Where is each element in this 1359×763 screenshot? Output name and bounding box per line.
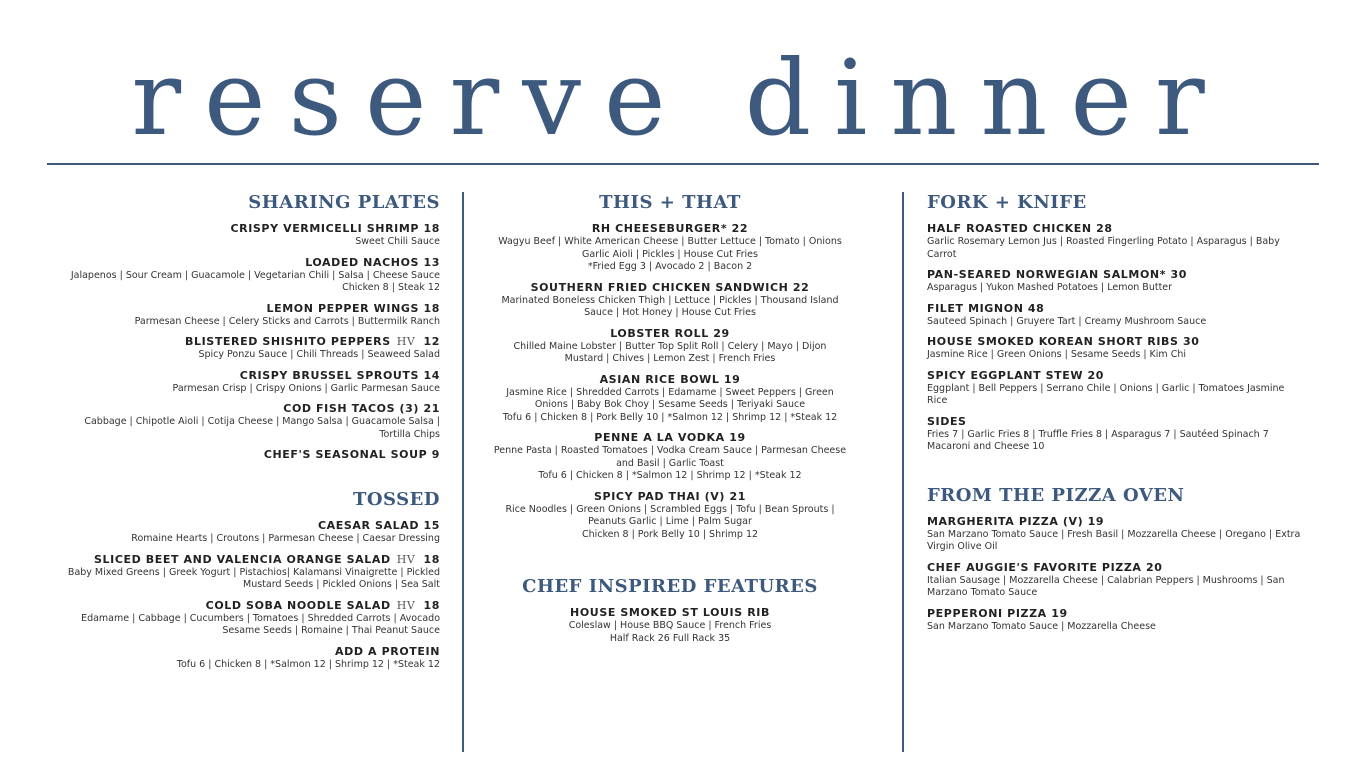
menu-item	[470, 281, 870, 319]
menu-item-description: Baby Mixed Greens | Greek Yogurt | Pistachios| Kalamansi Vinaigrette | Pickled	[67, 566, 440, 578]
menu-item-title: SOUTHERN FRIED CHICKEN SANDWICH 22	[530, 280, 810, 294]
menu-item-description: Asparagus | Yukon Mashed Potatoes | Lemon Butter	[927, 282, 1173, 293]
section-fork-knife	[927, 192, 1327, 453]
menu-item-description: San Marzano Tomato Sauce | Mozzarella Cheese	[927, 620, 1156, 632]
menu-item	[40, 369, 440, 395]
menu-item-description: Tofu 6 | Chicken 8 | *Salmon 12 | Shrimp 12 | *Steak 12	[538, 470, 802, 481]
section-this-that	[470, 192, 870, 540]
menu-item-name	[927, 415, 1327, 428]
middle-column	[470, 192, 870, 644]
menu-item-title: SPICY PAD THAI (V) 21	[594, 489, 746, 503]
menu-item-description: Romaine Hearts | Croutons | Parmesan Cheese | Caesar Dressing	[131, 533, 440, 544]
menu-item	[927, 222, 1327, 260]
menu-item-name	[40, 302, 440, 315]
menu-item-title: SLICED BEET AND VALENCIA ORANGE SALAD	[94, 552, 391, 566]
menu-item-description: Parmesan Cheese | Celery Sticks and Carrots | Buttermilk Ranch	[134, 315, 440, 327]
menu-item-title: HALF ROASTED CHICKEN 28	[927, 222, 1113, 235]
section-sharing-plates	[40, 192, 440, 461]
menu-item	[927, 335, 1327, 361]
menu-item	[470, 490, 870, 541]
section-heading: THIS + THAT	[599, 192, 741, 213]
menu-item-name	[927, 222, 1327, 235]
menu-item-name	[927, 268, 1327, 281]
menu-item-description: Virgin Olive Oil	[927, 541, 998, 552]
menu-item	[40, 519, 440, 545]
menu-title: reserve dinner	[131, 37, 1228, 159]
menu-item-name	[927, 515, 1327, 528]
column-divider-right	[902, 192, 904, 752]
menu-item-title: BLISTERED SHISHITO PEPPERS	[185, 335, 391, 348]
menu-item	[40, 448, 440, 461]
column-divider-left	[462, 192, 464, 752]
title-divider	[47, 163, 1319, 165]
menu-item-description: Garlic Rosemary Lemon Jus | Roasted Fingerling Potato | Asparagus | Baby	[927, 236, 1280, 247]
section-heading: FORK + KNIFE	[927, 192, 1087, 213]
menu-item-description: Tortilla Chips	[379, 428, 440, 440]
menu-item-description: Tofu 6 | Chicken 8 | Pork Belly 10 | *Salmon 12 | Shrimp 12 | *Steak 12	[502, 411, 838, 423]
menu-item-name	[470, 606, 870, 619]
menu-item-name	[40, 222, 440, 235]
section-chef-inspired	[470, 576, 870, 644]
menu-item-price: 18	[423, 598, 440, 612]
section-tossed	[40, 489, 440, 670]
healthy-veg-badge: HV	[396, 335, 416, 348]
menu-item-description: Eggplant | Bell Peppers | Serrano Chile | Onions | Garlic | Tomatoes Jasmine	[927, 382, 1285, 394]
menu-item-name	[470, 373, 870, 386]
menu-item-description: Fries 7 | Garlic Fries 8 | Truffle Fries 8 | Asparagus 7 | Sautéed Spinach 7	[927, 428, 1269, 440]
menu-item-name	[40, 335, 440, 348]
left-column	[40, 192, 440, 670]
menu-item-description: Parmesan Crisp | Crispy Onions | Garlic Parmesan Sauce	[172, 382, 440, 394]
menu-item	[927, 369, 1327, 407]
menu-item-name	[470, 490, 870, 503]
menu-item-title: FILET MIGNON 48	[927, 301, 1045, 315]
healthy-veg-badge: HV	[396, 552, 416, 566]
menu-item-description: Onions | Baby Bok Choy | Sesame Seeds | Teriyaki Sauce	[534, 399, 806, 410]
menu-item-price: 12	[423, 335, 440, 348]
menu-item-description: Sweet Chili Sauce	[355, 236, 440, 247]
menu-item-title: HOUSE SMOKED ST LOUIS RIB	[570, 606, 770, 619]
menu-item-description: Coleslaw | House BBQ Sauce | French Fries	[568, 620, 772, 631]
menu-item-description: Macaroni and Cheese 10	[927, 441, 1045, 452]
menu-item	[40, 402, 440, 440]
menu-item-description: Spicy Ponzu Sauce | Chili Threads | Seaweed Salad	[198, 349, 440, 360]
menu-item-name	[40, 553, 440, 566]
menu-item-title: COLD SOBA NOODLE SALAD	[205, 598, 391, 612]
menu-item-title: PENNE A LA VODKA 19	[594, 431, 746, 444]
menu-item-description: Wagyu Beef | White American Cheese | Butter Lettuce | Tomato | Onions	[498, 236, 842, 247]
menu-item-name	[927, 561, 1327, 574]
menu-item-description: Half Rack 26 Full Rack 35	[609, 632, 731, 644]
menu-item-title: MARGHERITA PIZZA (V) 19	[927, 514, 1105, 528]
menu-item-description: Tofu 6 | Chicken 8 | *Salmon 12 | Shrimp 12 | *Steak 12	[176, 658, 440, 670]
menu-item-title: COD FISH TACOS (3) 21	[283, 402, 440, 415]
menu-item	[40, 553, 440, 591]
menu-item-title: HOUSE SMOKED KOREAN SHORT RIBS 30	[927, 335, 1200, 348]
menu-item-description: Jalapenos | Sour Cream | Guacamole | Vegetarian Chili | Salsa | Cheese Sauce	[70, 269, 440, 281]
menu-item-title: CRISPY BRUSSEL SPROUTS 14	[239, 368, 440, 382]
menu-item-title: ASIAN RICE BOWL 19	[599, 372, 741, 386]
menu-item-title: LEMON PEPPER WINGS 18	[266, 301, 440, 315]
menu-item-description: Rice	[927, 395, 948, 406]
menu-item-name	[40, 402, 440, 415]
menu-item-name	[927, 302, 1327, 315]
menu-item-name	[40, 256, 440, 269]
right-column	[927, 192, 1327, 632]
menu-item-title: SPICY EGGPLANT STEW 20	[927, 368, 1105, 382]
menu-item-description: Sauteed Spinach | Gruyere Tart | Creamy Mushroom Sauce	[927, 315, 1207, 327]
menu-item-title: CHEF'S SEASONAL SOUP 9	[263, 448, 440, 461]
menu-item-name	[927, 369, 1327, 382]
menu-item-title: LOBSTER ROLL 29	[610, 326, 730, 340]
menu-item-description: Mustard | Chives | Lemon Zest | French Fries	[564, 353, 776, 364]
menu-item-name	[470, 222, 870, 235]
menu-item-description: Sauce | Hot Honey | House Cut Fries	[584, 307, 756, 318]
menu-item-description: Rice Noodles | Green Onions | Scrambled Eggs | Tofu | Bean Sprouts |	[505, 503, 835, 515]
menu-item-description: San Marzano Tomato Sauce | Fresh Basil | Mozzarella Cheese | Oregano | Extra	[927, 528, 1301, 540]
menu-item	[927, 302, 1327, 328]
section-heading: SHARING PLATES	[248, 192, 440, 213]
menu-item	[927, 415, 1327, 453]
menu-item	[927, 607, 1327, 633]
menu-item-name	[40, 448, 440, 461]
menu-item-title: CRISPY VERMICELLI SHRIMP 18	[230, 222, 440, 235]
section-heading: TOSSED	[352, 489, 440, 510]
menu-item-title: LOADED NACHOS 13	[305, 255, 440, 269]
menu-item-description: Carrot	[927, 248, 957, 260]
menu-item-description: Chicken 8 | Steak 12	[342, 282, 440, 293]
menu-item-title: PAN-SEARED NORWEGIAN SALMON* 30	[927, 268, 1188, 281]
menu-item	[470, 606, 870, 644]
section-heading: CHEF INSPIRED FEATURES	[522, 576, 818, 597]
menu-item	[470, 431, 870, 482]
menu-item-name	[40, 369, 440, 382]
menu-item-description: Chicken 8 | Pork Belly 10 | Shrimp 12	[581, 528, 759, 540]
menu-item-description: *Fried Egg 3 | Avocado 2 | Bacon 2	[587, 261, 753, 272]
menu-item-description: Penne Pasta | Roasted Tomatoes | Vodka Cream Sauce | Parmesan Cheese	[493, 445, 847, 456]
menu-item	[40, 302, 440, 328]
menu-item-description: Marzano Tomato Sauce	[927, 587, 1038, 598]
menu-item-name	[470, 431, 870, 444]
menu-item	[927, 268, 1327, 294]
menu-item-description: Cabbage | Chipotle Aioli | Cotija Cheese | Mango Salsa | Guacamole Salsa |	[84, 416, 440, 427]
menu-item-title: RH CHEESEBURGER* 22	[591, 222, 749, 235]
section-heading: FROM THE PIZZA OVEN	[927, 484, 1185, 506]
menu-item-title: CAESAR SALAD 15	[317, 519, 440, 532]
menu-item-name	[40, 599, 440, 612]
menu-item	[40, 335, 440, 361]
menu-item	[470, 373, 870, 424]
menu-item-description: Chilled Maine Lobster | Butter Top Split Roll | Celery | Mayo | Dijon	[513, 340, 827, 352]
menu-item-name	[927, 335, 1327, 348]
menu-item	[40, 222, 440, 248]
menu-item	[470, 327, 870, 365]
menu-item	[470, 222, 870, 273]
menu-item-description: Marinated Boneless Chicken Thigh | Lettuce | Pickles | Thousand Island	[501, 294, 839, 306]
menu-item-description: Italian Sausage | Mozzarella Cheese | Calabrian Peppers | Mushrooms | San	[927, 574, 1285, 586]
menu-item	[40, 645, 440, 671]
menu-item-description: Peanuts Garlic | Lime | Palm Sugar	[588, 516, 752, 527]
menu-item-description: Garlic Aioli | Pickles | House Cut Fries	[582, 248, 758, 260]
menu-item	[40, 599, 440, 637]
menu-item-name	[927, 607, 1327, 620]
menu-item-name	[470, 327, 870, 340]
section-pizza-oven	[927, 485, 1327, 633]
menu-item-name	[40, 645, 440, 658]
menu-item-title: PEPPERONI PIZZA 19	[927, 606, 1068, 620]
menu-item-description: Jasmine Rice | Shredded Carrots | Edamame | Sweet Peppers | Green	[506, 386, 834, 398]
menu-item-description: Jasmine Rice | Green Onions | Sesame Seeds | Kim Chi	[927, 349, 1186, 360]
menu-item-title: SIDES	[927, 414, 967, 428]
menu-item-description: Edamame | Cabbage | Cucumbers | Tomatoes | Shredded Carrots | Avocado	[81, 612, 440, 624]
menu-item-description: and Basil | Garlic Toast	[616, 457, 724, 469]
menu-item-description: Sesame Seeds | Romaine | Thai Peanut Sauce	[222, 625, 440, 636]
menu-item-name	[40, 519, 440, 532]
menu-item-price: 18	[423, 552, 440, 566]
menu-item-name	[470, 281, 870, 294]
healthy-veg-badge: HV	[396, 598, 416, 612]
menu-item-title: CHEF AUGGIE'S FAVORITE PIZZA 20	[927, 560, 1163, 574]
menu-item	[40, 256, 440, 294]
menu-item	[927, 515, 1327, 553]
menu-item	[927, 561, 1327, 599]
menu-item-description: Mustard Seeds | Pickled Onions | Sea Salt	[243, 579, 440, 590]
menu-item-title: ADD A PROTEIN	[335, 644, 440, 658]
